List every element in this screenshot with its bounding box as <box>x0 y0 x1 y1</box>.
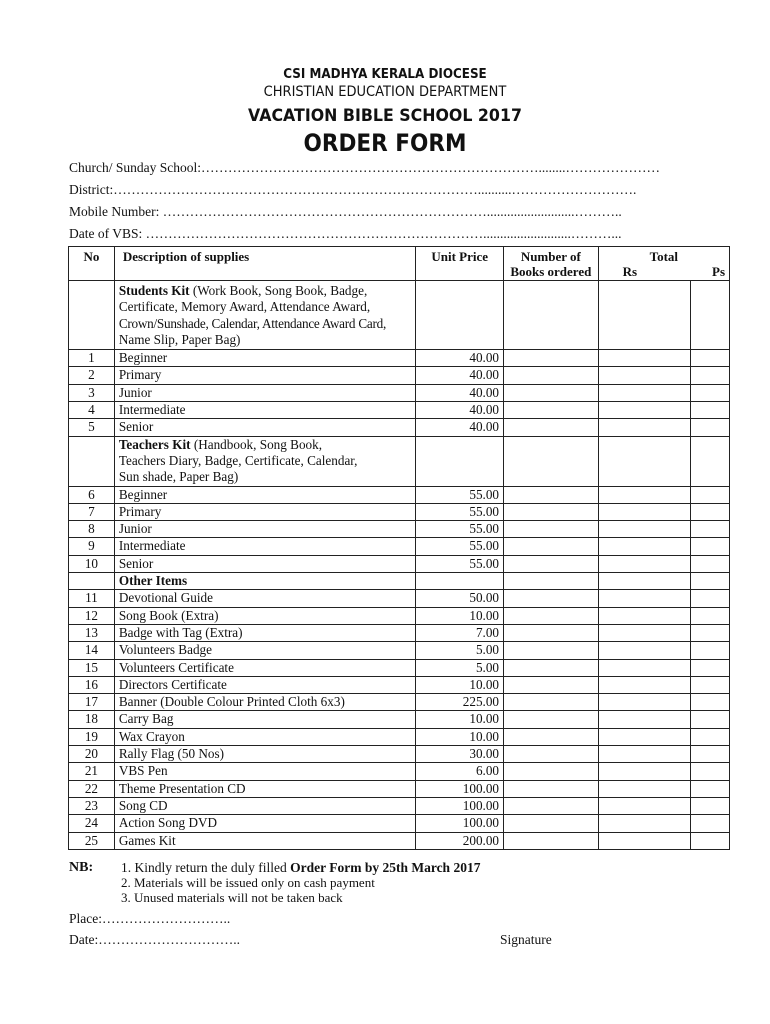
place-field[interactable]: Place:……………………….. <box>69 911 231 926</box>
cell-description: Primary <box>114 503 416 520</box>
teachers-kit-desc-3: Sun shade, Paper Bag) <box>118 469 239 485</box>
department-name: CHRISTIAN EDUCATION DEPARTMENT <box>263 84 507 100</box>
cell-price: 10.00 <box>416 711 504 728</box>
cell-total-ps[interactable] <box>691 676 730 693</box>
cell-no: 25 <box>69 832 115 849</box>
teachers-kit-desc-1: (Handbook, Song Book, <box>190 436 323 452</box>
header-rs: Rs <box>622 264 638 279</box>
cell-books-ordered[interactable] <box>504 642 599 659</box>
table-row <box>69 642 730 659</box>
cell-books-ordered[interactable] <box>504 797 599 814</box>
cell-total-ps[interactable] <box>691 503 730 520</box>
cell-total-rs[interactable] <box>598 676 690 693</box>
other-items-title: Other Items <box>114 573 416 590</box>
header-ps: Ps <box>712 264 725 279</box>
cell-description: Carry Bag <box>114 711 416 728</box>
cell-no: 20 <box>69 746 115 763</box>
students-kit-desc-3: Crown/Sunshade, Calendar, Attendance Award Card, <box>118 315 386 331</box>
cell-description: Beginner <box>114 350 416 367</box>
cell-total-ps[interactable] <box>691 419 730 436</box>
cell-no: 3 <box>69 384 115 401</box>
cell-books-ordered[interactable] <box>504 590 599 607</box>
cell-price <box>416 281 504 350</box>
cell-books-ordered[interactable] <box>504 780 599 797</box>
cell-total-rs[interactable] <box>598 642 690 659</box>
order-table-body <box>69 281 730 850</box>
cell-total-rs[interactable] <box>598 436 690 486</box>
table-row <box>69 384 730 401</box>
cell-description: Directors Certificate <box>114 676 416 693</box>
cell-books-ordered[interactable] <box>504 350 599 367</box>
cell-total-rs[interactable] <box>598 763 690 780</box>
cell-no <box>69 281 115 350</box>
cell-total-rs[interactable] <box>598 573 690 590</box>
cell-total-rs[interactable] <box>598 521 690 538</box>
table-row <box>69 402 730 419</box>
cell-total-ps[interactable] <box>691 555 730 572</box>
cell-books-ordered[interactable] <box>504 746 599 763</box>
cell-no: 22 <box>69 780 115 797</box>
cell-total-rs[interactable] <box>598 746 690 763</box>
cell-price: 5.00 <box>416 642 504 659</box>
header-no: No <box>69 247 115 281</box>
cell-books-ordered[interactable] <box>504 676 599 693</box>
cell-no: 18 <box>69 711 115 728</box>
students-kit-desc-4: Name Slip, Paper Bag) <box>118 331 241 347</box>
cell-price: 40.00 <box>416 367 504 384</box>
cell-description: Senior <box>114 555 416 572</box>
header-number-of-books-line2: Books ordered <box>510 264 592 279</box>
cell-total-ps[interactable] <box>691 590 730 607</box>
cell-price: 5.00 <box>416 659 504 676</box>
cell-books-ordered[interactable] <box>504 436 599 486</box>
cell-books-ordered[interactable] <box>504 419 599 436</box>
cell-total-ps[interactable] <box>691 607 730 624</box>
cell-total-rs[interactable] <box>598 503 690 520</box>
cell-no: 24 <box>69 815 115 832</box>
cell-description: Primary <box>114 367 416 384</box>
cell-total-ps[interactable] <box>691 367 730 384</box>
cell-description: Intermediate <box>114 402 416 419</box>
cell-no: 7 <box>69 503 115 520</box>
cell-total-ps[interactable] <box>691 711 730 728</box>
cell-no: 19 <box>69 728 115 745</box>
cell-total-ps[interactable] <box>691 436 730 486</box>
note-1-deadline: Order Form by 25th March 2017 <box>290 860 481 875</box>
teachers-kit-description <box>114 436 416 486</box>
cell-total-rs[interactable] <box>598 728 690 745</box>
cell-price: 30.00 <box>416 746 504 763</box>
table-row <box>69 763 730 780</box>
diocese-name: CSI MADHYA KERALA DIOCESE <box>283 67 487 82</box>
date-field[interactable]: Date:………………………….. <box>69 932 240 947</box>
cell-books-ordered[interactable] <box>504 281 599 350</box>
cell-no: 10 <box>69 555 115 572</box>
cell-description: VBS Pen <box>114 763 416 780</box>
cell-books-ordered[interactable] <box>504 659 599 676</box>
cell-description: Song Book (Extra) <box>114 607 416 624</box>
table-header-row <box>69 247 730 281</box>
cell-total-rs[interactable] <box>598 555 690 572</box>
table-row <box>69 728 730 745</box>
cell-total-ps[interactable] <box>691 402 730 419</box>
cell-price: 40.00 <box>416 384 504 401</box>
table-row <box>69 676 730 693</box>
signature-label: Signature <box>500 932 552 947</box>
table-row <box>69 555 730 572</box>
cell-no <box>69 436 115 486</box>
cell-description: Devotional Guide <box>114 590 416 607</box>
table-row <box>69 832 730 849</box>
note-2: 2. Materials will be issued only on cash payment <box>121 875 375 890</box>
students-kit-description <box>114 281 416 350</box>
cell-no: 2 <box>69 367 115 384</box>
cell-no <box>69 573 115 590</box>
cell-total-rs[interactable] <box>598 367 690 384</box>
table-row <box>69 659 730 676</box>
cell-books-ordered[interactable] <box>504 711 599 728</box>
cell-price: 50.00 <box>416 590 504 607</box>
cell-total-ps[interactable] <box>691 746 730 763</box>
cell-price: 40.00 <box>416 419 504 436</box>
header-number-of-books-line1: Number of <box>520 249 581 264</box>
table-row <box>69 367 730 384</box>
header-description: Description of supplies <box>114 247 416 281</box>
note-1: 1. Kindly return the duly filled <box>121 860 291 875</box>
cell-total-ps[interactable] <box>691 384 730 401</box>
cell-total-rs[interactable] <box>598 384 690 401</box>
cell-total-rs[interactable] <box>598 350 690 367</box>
teachers-kit-title: Teachers Kit <box>118 436 191 452</box>
cell-description: Junior <box>114 521 416 538</box>
table-row <box>69 590 730 607</box>
cell-price: 55.00 <box>416 538 504 555</box>
notes-list <box>121 860 480 905</box>
table-row <box>69 694 730 711</box>
students-kit-desc-1: (Work Book, Song Book, Badge, <box>189 283 368 298</box>
cell-price <box>416 436 504 486</box>
cell-price: 225.00 <box>416 694 504 711</box>
cell-total-rs[interactable] <box>598 538 690 555</box>
header-number-of-books <box>504 247 599 281</box>
order-table <box>68 246 730 850</box>
cell-total-rs[interactable] <box>598 780 690 797</box>
cell-description: Beginner <box>114 486 416 503</box>
cell-books-ordered[interactable] <box>504 538 599 555</box>
cell-total-ps[interactable] <box>691 659 730 676</box>
cell-total-rs[interactable] <box>598 694 690 711</box>
cell-total-rs[interactable] <box>598 815 690 832</box>
header-unit-price: Unit Price <box>416 247 504 281</box>
cell-total-rs[interactable] <box>598 419 690 436</box>
cell-no: 12 <box>69 607 115 624</box>
cell-books-ordered[interactable] <box>504 728 599 745</box>
cell-no: 6 <box>69 486 115 503</box>
cell-total-rs[interactable] <box>598 711 690 728</box>
cell-no: 14 <box>69 642 115 659</box>
table-row <box>69 607 730 624</box>
cell-price: 40.00 <box>416 350 504 367</box>
cell-total-ps[interactable] <box>691 281 730 350</box>
cell-books-ordered[interactable] <box>504 624 599 641</box>
cell-books-ordered[interactable] <box>504 815 599 832</box>
cell-total-ps[interactable] <box>691 780 730 797</box>
cell-description: Games Kit <box>114 832 416 849</box>
cell-books-ordered[interactable] <box>504 402 599 419</box>
table-row <box>69 711 730 728</box>
cell-total-rs[interactable] <box>598 590 690 607</box>
cell-price: 55.00 <box>416 521 504 538</box>
cell-price: 200.00 <box>416 832 504 849</box>
mobile-field[interactable]: Mobile Number: ………………………………………………………………..........................……….. <box>69 204 622 219</box>
cell-description: Badge with Tag (Extra) <box>114 624 416 641</box>
cell-price: 40.00 <box>416 402 504 419</box>
cell-no: 21 <box>69 763 115 780</box>
header-total <box>598 247 729 281</box>
table-row <box>69 624 730 641</box>
cell-description: Theme Presentation CD <box>114 780 416 797</box>
cell-books-ordered[interactable] <box>504 486 599 503</box>
cell-price: 10.00 <box>416 728 504 745</box>
cell-total-ps[interactable] <box>691 797 730 814</box>
cell-price: 6.00 <box>416 763 504 780</box>
cell-books-ordered[interactable] <box>504 607 599 624</box>
cell-no: 5 <box>69 419 115 436</box>
cell-books-ordered[interactable] <box>504 694 599 711</box>
cell-books-ordered[interactable] <box>504 503 599 520</box>
cell-price <box>416 573 504 590</box>
cell-price: 100.00 <box>416 780 504 797</box>
cell-total-ps[interactable] <box>691 763 730 780</box>
teachers-kit-desc-2: Teachers Diary, Badge, Certificate, Calendar, <box>118 452 358 468</box>
note-3: 3. Unused materials will not be taken back <box>121 890 343 905</box>
students-kit-desc-2: Certificate, Memory Award, Attendance Award, <box>118 299 371 315</box>
cell-no: 17 <box>69 694 115 711</box>
cell-total-rs[interactable] <box>598 832 690 849</box>
cell-total-ps[interactable] <box>691 694 730 711</box>
table-row <box>69 419 730 436</box>
cell-total-ps[interactable] <box>691 815 730 832</box>
cell-total-rs[interactable] <box>598 402 690 419</box>
cell-description: Rally Flag (50 Nos) <box>114 746 416 763</box>
cell-total-rs[interactable] <box>598 281 690 350</box>
cell-total-ps[interactable] <box>691 538 730 555</box>
church-field[interactable]: Church/ Sunday School:…………………………………………………………………........………………… <box>69 160 660 175</box>
cell-total-ps[interactable] <box>691 624 730 641</box>
table-row <box>69 797 730 814</box>
cell-total-rs[interactable] <box>598 659 690 676</box>
cell-description: Junior <box>114 384 416 401</box>
cell-books-ordered[interactable] <box>504 384 599 401</box>
cell-no: 23 <box>69 797 115 814</box>
other-items-row <box>69 573 730 590</box>
cell-price: 55.00 <box>416 486 504 503</box>
cell-description: Banner (Double Colour Printed Cloth 6x3) <box>114 694 416 711</box>
cell-no: 9 <box>69 538 115 555</box>
cell-total-ps[interactable] <box>691 486 730 503</box>
table-row <box>69 350 730 367</box>
notes-label: NB: <box>69 860 94 875</box>
table-row <box>69 746 730 763</box>
table-row <box>69 815 730 832</box>
cell-total-ps[interactable] <box>691 642 730 659</box>
cell-no: 8 <box>69 521 115 538</box>
cell-description: Senior <box>114 419 416 436</box>
cell-price: 100.00 <box>416 815 504 832</box>
form-title: ORDER FORM <box>303 129 467 157</box>
cell-no: 4 <box>69 402 115 419</box>
event-title: VACATION BIBLE SCHOOL 2017 <box>248 106 522 126</box>
cell-total-rs[interactable] <box>598 486 690 503</box>
district-field[interactable]: District:………………………………………………………………………..........………………………. <box>69 182 637 197</box>
cell-total-ps[interactable] <box>691 350 730 367</box>
cell-books-ordered[interactable] <box>504 555 599 572</box>
teachers-kit-row <box>69 436 730 486</box>
table-row <box>69 538 730 555</box>
cell-total-ps[interactable] <box>691 728 730 745</box>
cell-no: 1 <box>69 350 115 367</box>
cell-total-rs[interactable] <box>598 607 690 624</box>
cell-total-rs[interactable] <box>598 624 690 641</box>
cell-price: 55.00 <box>416 503 504 520</box>
header-rs-ps <box>603 264 725 279</box>
cell-price: 55.00 <box>416 555 504 572</box>
cell-price: 10.00 <box>416 607 504 624</box>
table-row <box>69 521 730 538</box>
cell-books-ordered[interactable] <box>504 367 599 384</box>
cell-no: 13 <box>69 624 115 641</box>
table-row <box>69 486 730 503</box>
header-total-label: Total <box>649 249 679 264</box>
cell-total-rs[interactable] <box>598 797 690 814</box>
cell-no: 11 <box>69 590 115 607</box>
table-row <box>69 503 730 520</box>
students-kit-row <box>69 281 730 350</box>
date-of-vbs-field[interactable]: Date of VBS: …………………………………………………………………..........................………... <box>69 226 622 241</box>
cell-books-ordered[interactable] <box>504 573 599 590</box>
table-row <box>69 780 730 797</box>
cell-description: Intermediate <box>114 538 416 555</box>
cell-books-ordered[interactable] <box>504 763 599 780</box>
cell-books-ordered[interactable] <box>504 832 599 849</box>
cell-description: Volunteers Badge <box>114 642 416 659</box>
cell-price: 100.00 <box>416 797 504 814</box>
cell-description: Volunteers Certificate <box>114 659 416 676</box>
cell-price: 7.00 <box>416 624 504 641</box>
cell-no: 15 <box>69 659 115 676</box>
cell-no: 16 <box>69 676 115 693</box>
students-kit-title: Students Kit <box>118 283 190 298</box>
cell-total-ps[interactable] <box>691 521 730 538</box>
cell-total-ps[interactable] <box>691 832 730 849</box>
cell-description: Wax Crayon <box>114 728 416 745</box>
cell-books-ordered[interactable] <box>504 521 599 538</box>
cell-description: Action Song DVD <box>114 815 416 832</box>
cell-description: Song CD <box>114 797 416 814</box>
cell-price: 10.00 <box>416 676 504 693</box>
cell-total-ps[interactable] <box>691 573 730 590</box>
